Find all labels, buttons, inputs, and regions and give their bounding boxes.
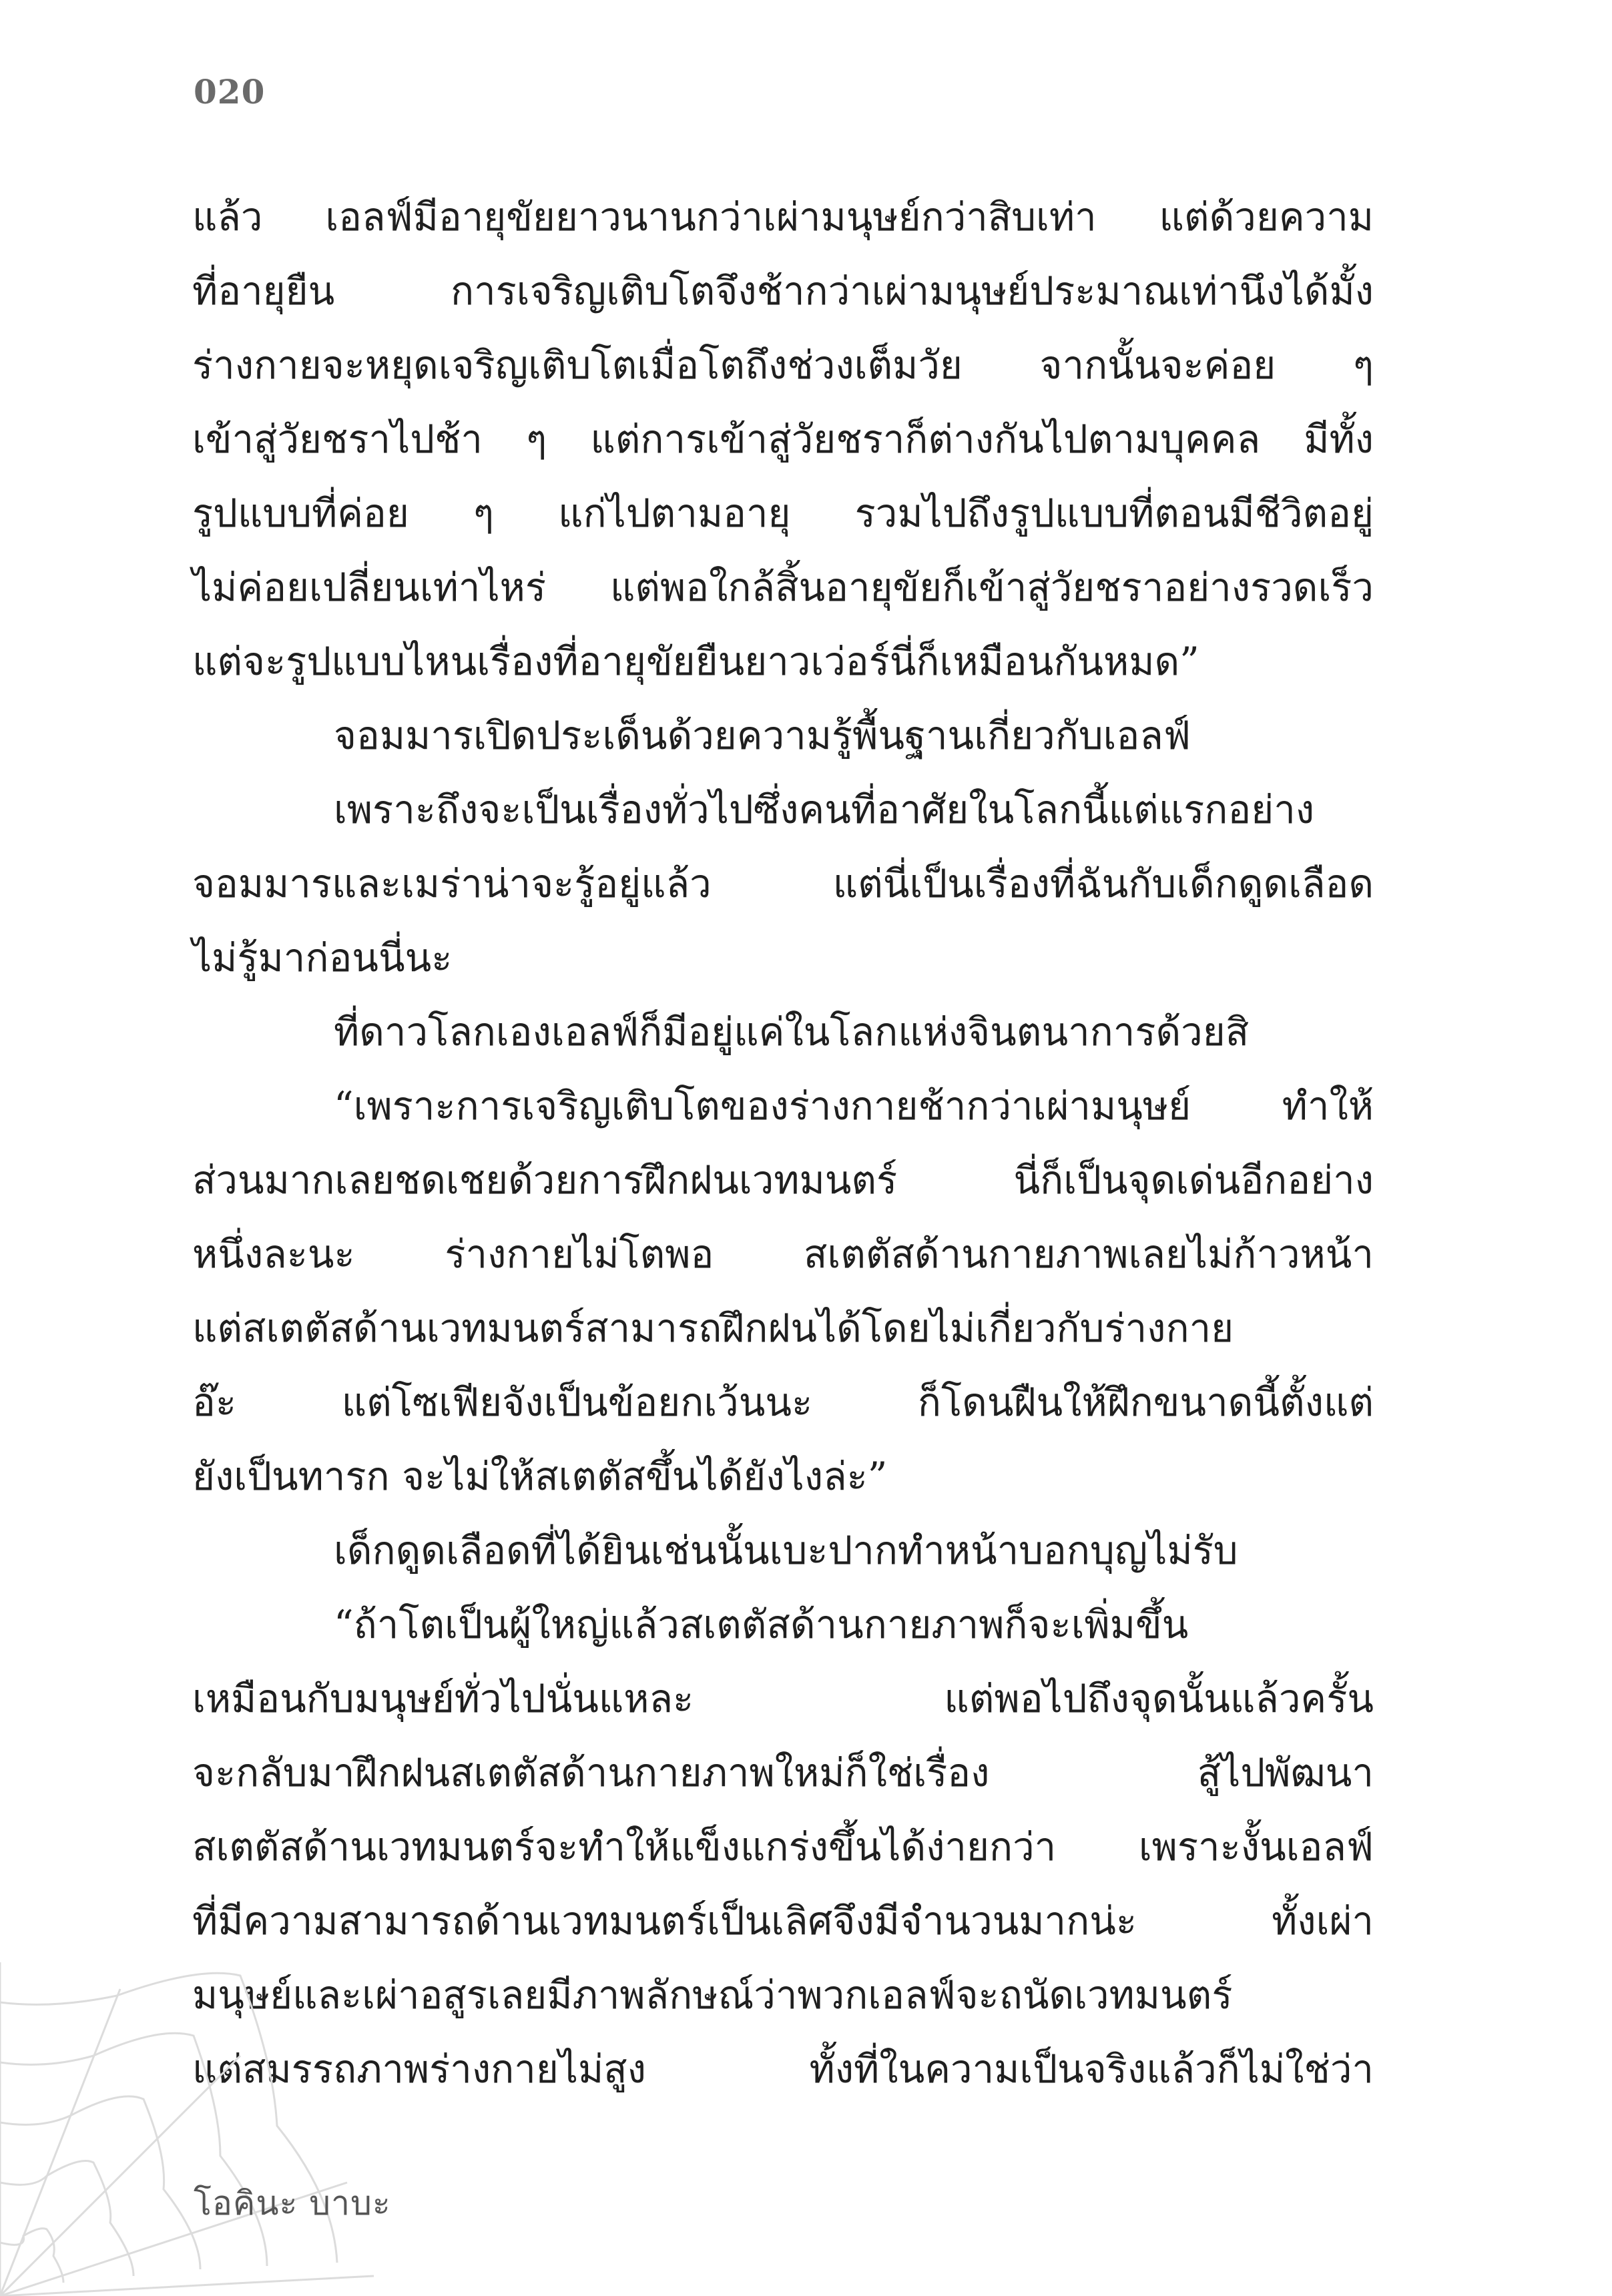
paragraph-line: เพราะถึงจะเป็นเรื่องทั่วไปซึ่งคนที่อาศัยในโลกนี้แต่แรกอย่าง — [334, 787, 1315, 832]
spider-web-decoration — [0, 1962, 374, 2296]
paragraph-line: “ถ้าโตเป็นผู้ใหญ่แล้วสเตตัสด้านกายภาพก็จะเพิ่มขึ้น — [334, 1602, 1189, 1647]
paragraph-line: เด็กดูดเลือดที่ได้ยินเช่นนั้นเบะปากทำหน้าบอกบุญไม่รับ — [334, 1528, 1238, 1573]
text-line: เหมือนกับมนุษย์ทั่วไปนั่นแหละ แต่พอไปถึงจุดนั้นแล้วครั้น — [192, 1676, 1374, 1721]
text-line: แต่สเตตัสด้านเวทมนตร์สามารถฝึกฝนได้โดยไม่เกี่ยวกับร่างกาย — [192, 1306, 1234, 1351]
page-number: 020 — [194, 72, 266, 111]
text-line: ไม่ค่อยเปลี่ยนเท่าไหร่ แต่พอใกล้สิ้นอายุขัยก็เข้าสู่วัยชราอย่างรวดเร็ว — [192, 565, 1374, 610]
text-line: หนึ่งละนะ ร่างกายไม่โตพอ สเตตัสด้านกายภาพเลยไม่ก้าวหน้า — [192, 1231, 1374, 1277]
text-line: จะกลับมาฝึกฝนสเตตัสด้านกายภาพใหม่ก็ใช่เรื่อง สู้ไปพัฒนา — [192, 1750, 1374, 1795]
text-line: สเตตัสด้านเวทมนตร์จะทำให้แข็งแกร่งขึ้นได้ง่ายกว่า เพราะงั้นเอลฟ์ — [192, 1824, 1374, 1870]
text-line: แต่จะรูปแบบไหนเรื่องที่อายุขัยยืนยาวเว่อร์นี่ก็เหมือนกันหมด” — [192, 639, 1199, 684]
text-line: อ๊ะ แต่โซเฟียจังเป็นข้อยกเว้นนะ ก็โดนฝืนให้ฝึกขนาดนี้ตั้งแต่ — [192, 1380, 1374, 1425]
text-line: ไม่รู้มาก่อนนี่นะ — [192, 935, 453, 980]
text-line: ร่างกายจะหยุดเจริญเติบโตเมื่อโตถึงช่วงเต็มวัย จากนั้นจะค่อย ๆ — [192, 342, 1374, 388]
text-line: จอมมารและเมร่าน่าจะรู้อยู่แล้ว แต่นี่เป็นเรื่องที่ฉันกับเด็กดูดเลือด — [192, 861, 1374, 906]
text-line: รูปแบบที่ค่อย ๆ แก่ไปตามอายุ รวมไปถึงรูปแบบที่ตอนมีชีวิตอยู่ — [192, 491, 1374, 536]
paragraph-line: “เพราะการเจริญเติบโตของร่างกายช้ากว่าเผ่ามนุษย์ ทำให้ — [334, 1083, 1374, 1129]
body-text — [192, 180, 1374, 2106]
text-line: ยังเป็นทารก จะไม่ให้สเตตัสขึ้นได้ยังไงล่ะ” — [192, 1454, 888, 1499]
text-line: ที่มีความสามารถด้านเวทมนตร์เป็นเลิศจึงมีจำนวนมากน่ะ ทั้งเผ่า — [192, 1898, 1374, 1944]
author-name: โอคินะ บาบะ — [194, 2184, 391, 2223]
text-line: ที่อายุยืน การเจริญเติบโตจึงช้ากว่าเผ่ามนุษย์ประมาณเท่านึงได้มั้ง — [192, 268, 1374, 314]
text-line: แต่สมรรถภาพร่างกายไม่สูง ทั้งที่ในความเป็นจริงแล้วก็ไม่ใช่ว่า — [192, 2046, 1374, 2092]
text-line: แล้ว เอลฟ์มีอายุขัยยาวนานกว่าเผ่ามนุษย์กว่าสิบเท่า แต่ด้วยความ — [192, 194, 1374, 240]
paragraph-line: จอมมารเปิดประเด็นด้วยความรู้พื้นฐานเกี่ยวกับเอลฟ์ — [334, 713, 1191, 758]
text-line: เข้าสู่วัยชราไปช้า ๆ แต่การเข้าสู่วัยชราก็ต่างกันไปตามบุคคล มีทั้ง — [192, 416, 1374, 462]
text-line: มนุษย์และเผ่าอสูรเลยมีภาพลักษณ์ว่าพวกเอลฟ์จะถนัดเวทมนตร์ — [192, 1972, 1233, 2018]
text-line: ส่วนมากเลยชดเชยด้วยการฝึกฝนเวทมนตร์ นี่ก็เป็นจุดเด่นอีกอย่าง — [192, 1157, 1374, 1203]
paragraph-line: ที่ดาวโลกเองเอลฟ์ก็มีอยู่แค่ในโลกแห่งจินตนาการด้วยสิ — [334, 1009, 1250, 1055]
